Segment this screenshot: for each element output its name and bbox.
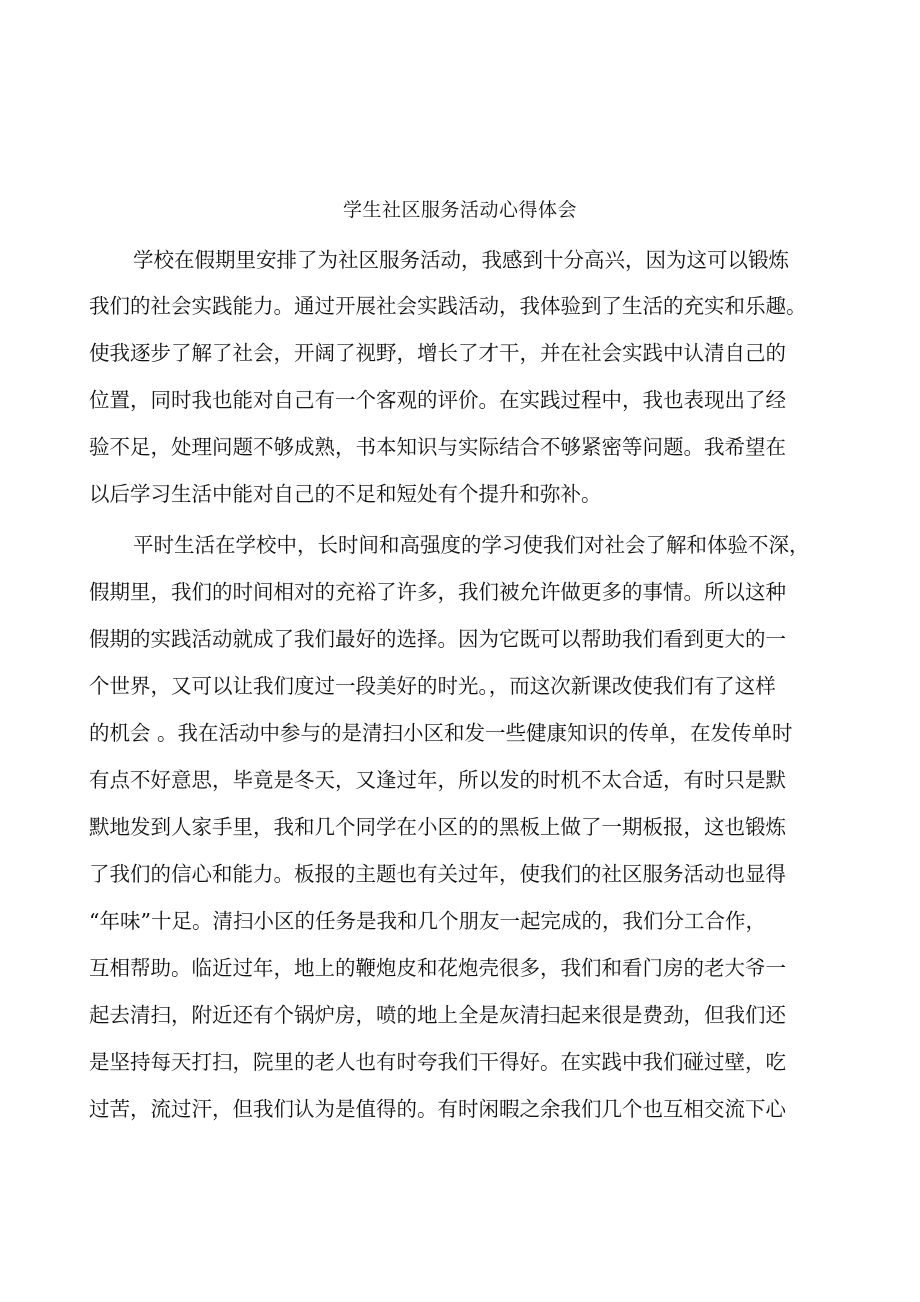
body-line: “年味”十足。清扫小区的任务是我和几个朋友一起完成的，我们分工合作， xyxy=(89,909,766,933)
body-line: 的机会 。我在活动中参与的是清扫小区和发一些健康知识的传单，在发传单时 xyxy=(89,721,793,745)
body-line: 以后学习生活中能对自己的不足和短处有个提升和弥补。 xyxy=(89,482,602,506)
body-line: 有点不好意思，毕竟是冬天，又逢过年，所以发的时机不太合适，有时只是默 xyxy=(89,768,786,792)
body-line: 过苦，流过汗，但我们认为是值得的。有时闲暇之余我们几个也互相交流下心 xyxy=(89,1097,786,1121)
body-line: 位置，同时我也能对自己有一个客观的评价。在实践过程中，我也表现出了经 xyxy=(89,388,786,412)
body-line: 默地发到人家手里，我和几个同学在小区的的黑板上做了一期板报，这也锻炼 xyxy=(89,815,786,839)
body-line: 起去清扫，附近还有个锅炉房，喷的地上全是灰清扫起来很是费劲，但我们还 xyxy=(89,1003,786,1027)
body-line: 是坚持每天打扫，院里的老人也有时夸我们干得好。在实践中我们碰过壁，吃 xyxy=(89,1050,786,1074)
body-line: 验不足，处理问题不够成熟，书本知识与实际结合不够紧密等问题。我希望在 xyxy=(89,435,786,459)
body-line: 个世界，又可以让我们度过一段美好的时光。，而这次新课改使我们有了这样 xyxy=(89,674,776,698)
body-line: 了我们的信心和能力。板报的主题也有关过年，使我们的社区服务活动也显得 xyxy=(89,862,786,886)
body-line: 使我逐步了解了社会，开阔了视野，增长了才干，并在社会实践中认清自己的 xyxy=(89,341,786,365)
body-line: 假期里，我们的时间相对的充裕了许多，我们被允许做更多的事情。所以这种 xyxy=(89,580,786,604)
body-line: 假期的实践活动就成了我们最好的选择。因为它既可以帮助我们看到更大的一 xyxy=(89,627,786,651)
document-title: 学生社区服务活动心得体会 xyxy=(342,199,577,221)
body-line: 我们的社会实践能力。通过开展社会实践活动，我体验到了生活的充实和乐趣。 xyxy=(89,294,807,318)
body-line: 互相帮助。临近过年，地上的鞭炮皮和花炮壳很多，我们和看门房的老大爷一 xyxy=(89,956,786,980)
body-line: 学校在假期里安排了为社区服务活动，我感到十分高兴，因为这可以锻炼 xyxy=(133,248,789,272)
body-line: 平时生活在学校中，长时间和高强度的学习使我们对社会了解和体验不深， xyxy=(133,533,810,557)
